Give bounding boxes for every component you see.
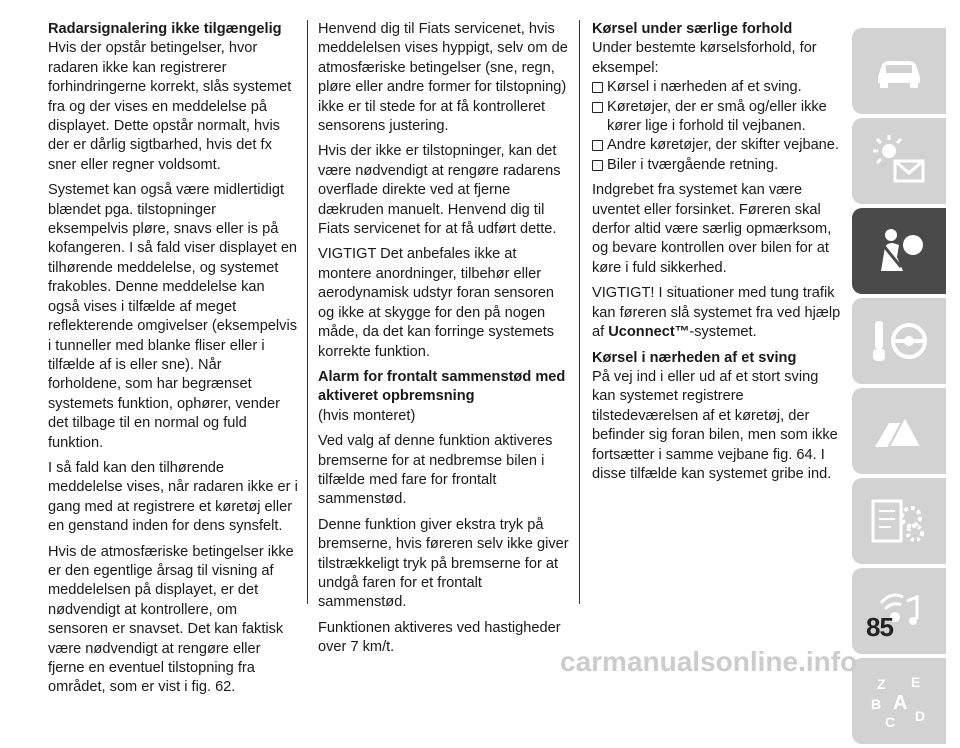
index-letter: C bbox=[885, 714, 896, 730]
note-text: VIGTIGT! I situationer med tung trafik kan føreren slå systemet fra ved hjælp af bbox=[592, 285, 841, 341]
section-heading-curve-driving: Kørsel i nærheden af et sving bbox=[592, 349, 797, 366]
paragraph: Hvis de atmosfæriske betingelser ikke er den egentlige årsag til visning af meddelelsen på displayet, er det nødvendigt at kontrollere, om sensoren er snavset. Det kan faktisk være nødvendigt at rengøre eller fjerne en eventuel tilstopning fra området, som er vist i fig. 62. bbox=[48, 543, 294, 696]
index-letter: B bbox=[871, 696, 882, 712]
column-2 bbox=[318, 20, 570, 664]
paragraph: På vej ind i eller ud af et stort sving kan systemet registrere tilstedeværelsen af et køretøj, der befinder sig foran bilen, men som ikke fortsætter i samme vejbane fig. 64. I disse tilfælde kan systemet gribe ind. bbox=[592, 368, 838, 482]
warning-lights-icon bbox=[869, 133, 929, 189]
uconnect-label: Uconnect™ bbox=[608, 324, 690, 341]
index-letter: Z bbox=[877, 676, 886, 692]
service-gears-icon bbox=[869, 493, 929, 549]
section-heading-special-conditions: Kørsel under særlige forhold bbox=[592, 21, 793, 37]
tab-vehicle[interactable] bbox=[852, 28, 946, 114]
checkbox-bullet-icon bbox=[592, 82, 603, 93]
paragraph: Ved valg af denne funktion aktiveres bremserne for at nedbremse bilen i tilfælde med fare for frontalt sammenstød. bbox=[318, 433, 553, 508]
important-note: VIGTIGT Det anbefales ikke at montere anordninger, tilbehør eller aerodynamisk udstyr foran sensoren og ikke at skygge for den på nogen måde, da det kan forringe systemets korrekte funktion. bbox=[318, 246, 555, 360]
paragraph: I så fald kan den tilhørende meddelelse vises, når radaren ikke er i gang med at registrere et køretøj eller en genstand inden for dens synsfelt. bbox=[48, 459, 298, 535]
key-steering-icon bbox=[867, 313, 931, 369]
column-1 bbox=[48, 20, 298, 704]
paragraph: Systemet kan også være midlertidigt blændet pga. tilstopninger eksempelvis pløre, snavs eller is på kofangeren. I så fald viser displayet en tilhørende meddelelse, og systemet frakobles. Denne meddelelse kan også vises i tilfælde af meget reflekterende omgivelser (eksempelvis i tunneller med blanke fliser eller i tilfælde af is eller sne). Når forholdene, som har begrænset systemets funktion, ophører, vender det tilbage til en normal og fuld funktion. bbox=[48, 182, 298, 451]
list-item-text: Biler i tværgående retning. bbox=[607, 156, 779, 173]
paragraph: Under bestemte kørselsforhold, for eksempel: bbox=[592, 40, 817, 76]
paragraph: Denne funktion giver ekstra tryk på bremserne, hvis føreren selv ikke giver tilstrækkeligt tryk på bremserne for at undgå faren for et frontalt sammenstød. bbox=[318, 516, 569, 611]
section-subtitle: (hvis monteret) bbox=[318, 407, 416, 424]
watermark: carmanualsonline.info bbox=[560, 646, 858, 677]
list-item-text: Andre køretøjer, der skifter vejbane. bbox=[607, 137, 839, 154]
tab-index[interactable] bbox=[852, 658, 946, 744]
index-letter: D bbox=[915, 708, 926, 724]
index-letter: A bbox=[893, 692, 908, 714]
paragraph: Hvis der opstår betingelser, hvor radaren ikke kan registrerer forhindringerne korrekt, slås systemet fra og der vises en meddelelse på displayet. Dette opstår normalt, hvis der er dårlig sigtbarhed, hvis det fx sner eller regner voldsomt. bbox=[48, 40, 292, 173]
car-icon bbox=[872, 51, 926, 91]
list-item bbox=[592, 98, 844, 137]
checkbox-bullet-icon bbox=[592, 140, 603, 151]
section-heading-collision-alarm: Alarm for frontalt sammenstød med aktiveret opbremsning bbox=[318, 368, 566, 405]
column-divider bbox=[307, 20, 308, 604]
section-heading-radar-unavailable: Radarsignalering ikke tilgængelig bbox=[48, 21, 282, 37]
tab-warning-lights[interactable] bbox=[852, 118, 946, 204]
tab-service[interactable] bbox=[852, 478, 946, 564]
seatbelt-airbag-icon bbox=[869, 223, 929, 279]
paragraph: Funktionen aktiveres ved hastigheder over 7 km/t. bbox=[318, 619, 561, 656]
checkbox-bullet-icon bbox=[592, 102, 603, 113]
paragraph: Henvend dig til Fiats servicenet, hvis meddelelsen vises hyppigt, selv om de atmosfæriske betingelser (sne, regn, pløre eller andre former for tilstopning) ikke er til stede for at få kontrolleret sensorens justering. bbox=[318, 21, 568, 135]
list-item bbox=[592, 78, 844, 97]
page-number: 85 bbox=[866, 612, 893, 642]
list-item bbox=[592, 156, 844, 175]
list-item bbox=[592, 136, 844, 155]
column-divider bbox=[579, 20, 580, 604]
tab-safety[interactable] bbox=[852, 208, 946, 294]
note-text: -systemet. bbox=[689, 324, 757, 341]
checkbox-bullet-icon bbox=[592, 160, 603, 171]
important-note bbox=[592, 284, 844, 342]
paragraph: Indgrebet fra systemet kan være uventet eller forsinket. Føreren skal derfor altid være særlig opmærksom, og bevare kontrollen over bilen for at køre i fuld sikkerhed. bbox=[592, 182, 832, 276]
column-3 bbox=[592, 20, 844, 490]
index-az-icon bbox=[867, 671, 931, 731]
emergency-triangle-icon bbox=[869, 403, 929, 459]
list-item-text: Kørsel i nærheden af et sving. bbox=[607, 79, 802, 96]
tab-starting-driving[interactable] bbox=[852, 298, 946, 384]
tab-emergency[interactable] bbox=[852, 388, 946, 474]
list-item-text: Køretøjer, der er små og/eller ikke kører lige i forhold til vejbanen. bbox=[607, 98, 827, 135]
index-letter: E bbox=[911, 674, 921, 690]
paragraph: Hvis der ikke er tilstopninger, kan det være nødvendigt at rengøre radarens overflade direkte ved at fjerne dækruden manuelt. Henvend dig til Fiats servicenet for at få udført dette. bbox=[318, 143, 561, 238]
